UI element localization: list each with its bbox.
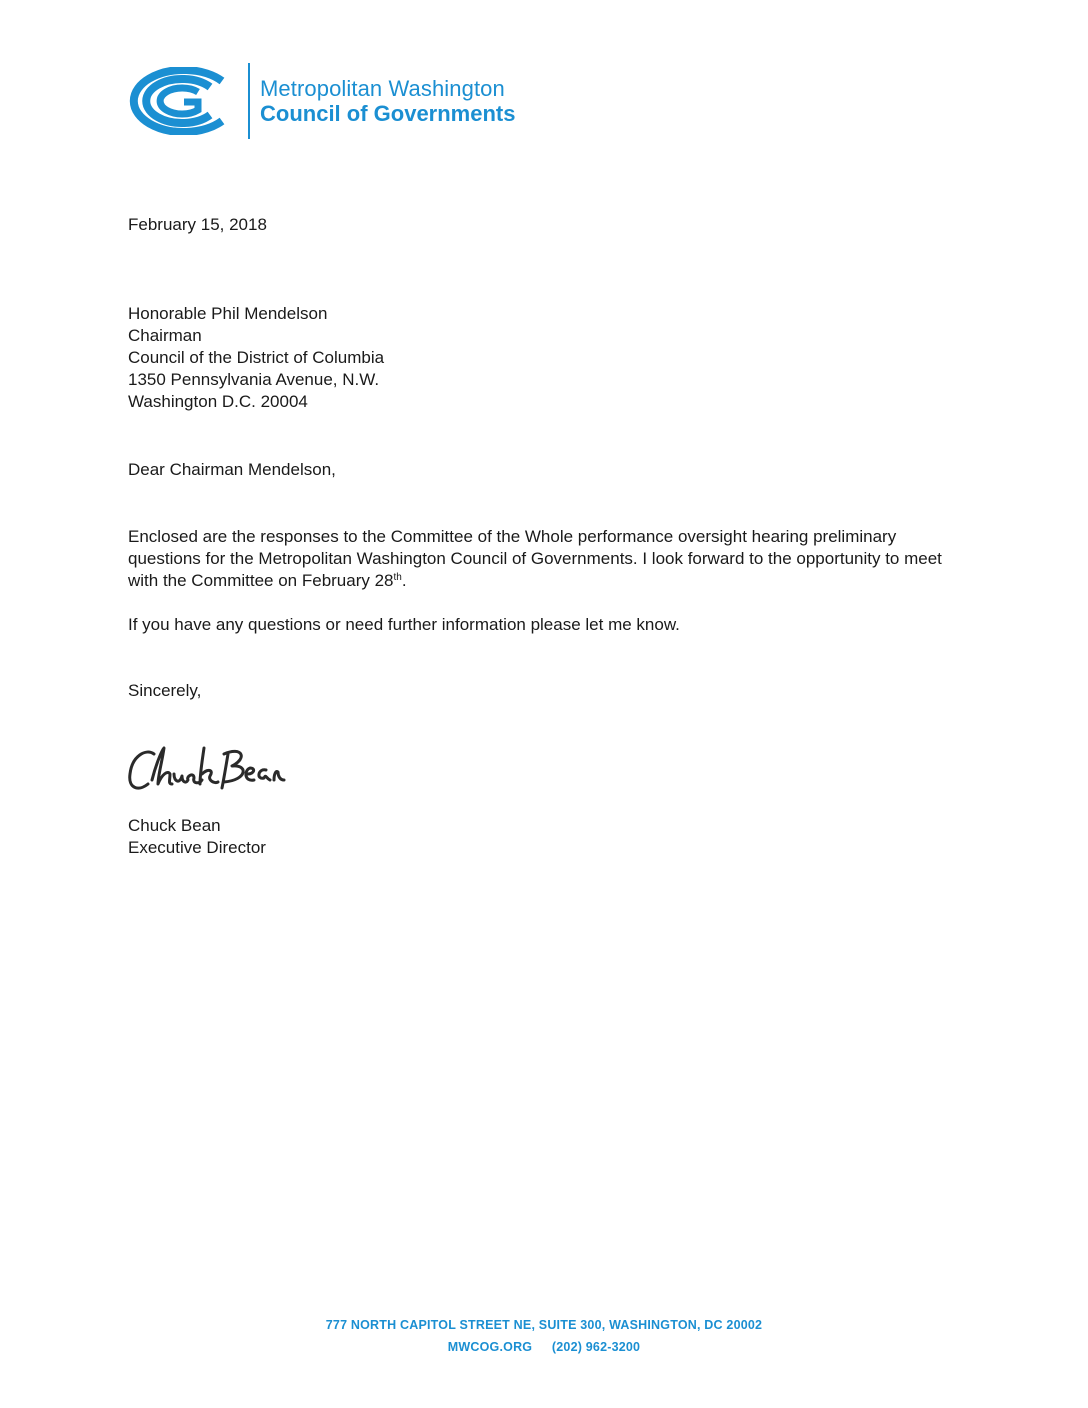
footer-contact <box>0 1340 1088 1354</box>
body-paragraph-1 <box>128 526 968 592</box>
footer-website: MWCOG.ORG <box>447 1340 533 1354</box>
signer-block <box>128 815 266 859</box>
salutation: Dear Chairman Mendelson, <box>128 460 336 479</box>
recipient-name: Honorable Phil Mendelson <box>128 304 328 323</box>
recipient-street: 1350 Pennsylvania Avenue, N.W. <box>128 370 380 389</box>
org-name-line1: Metropolitan Washington <box>260 75 505 101</box>
footer-address: 777 NORTH CAPITOL STREET NE, SUITE 300, WASHINGTON, DC 20002 <box>325 1318 763 1332</box>
body-paragraph-1-end: . <box>401 571 407 590</box>
body-paragraph-2: If you have any questions or need further information please let me know. <box>128 615 680 634</box>
ordinal-suffix: th <box>393 572 402 583</box>
recipient-organization: Council of the District of Columbia <box>128 348 385 367</box>
letter-date: February 15, 2018 <box>128 215 267 234</box>
org-name <box>260 76 515 127</box>
signature-icon <box>124 740 292 796</box>
body-paragraph-1-text: Enclosed are the responses to the Committee of the Whole performance oversight hearing preliminary questions for the Metropolitan Washington Council of Governments. I look forward to the opportunity to meet with the Committee on February 28 <box>128 527 942 590</box>
org-name-line2: Council of Governments <box>260 101 516 126</box>
signer-title: Executive Director <box>128 838 266 857</box>
logo-divider <box>248 63 250 139</box>
closing: Sincerely, <box>128 681 202 700</box>
recipient-city: Washington D.C. 20004 <box>128 392 308 411</box>
letterhead <box>126 62 515 140</box>
recipient-address <box>128 303 384 413</box>
signer-name: Chuck Bean <box>128 816 221 835</box>
mwcog-logo-icon <box>126 67 236 135</box>
recipient-title: Chairman <box>128 326 202 345</box>
footer-phone: (202) 962-3200 <box>551 1340 641 1354</box>
